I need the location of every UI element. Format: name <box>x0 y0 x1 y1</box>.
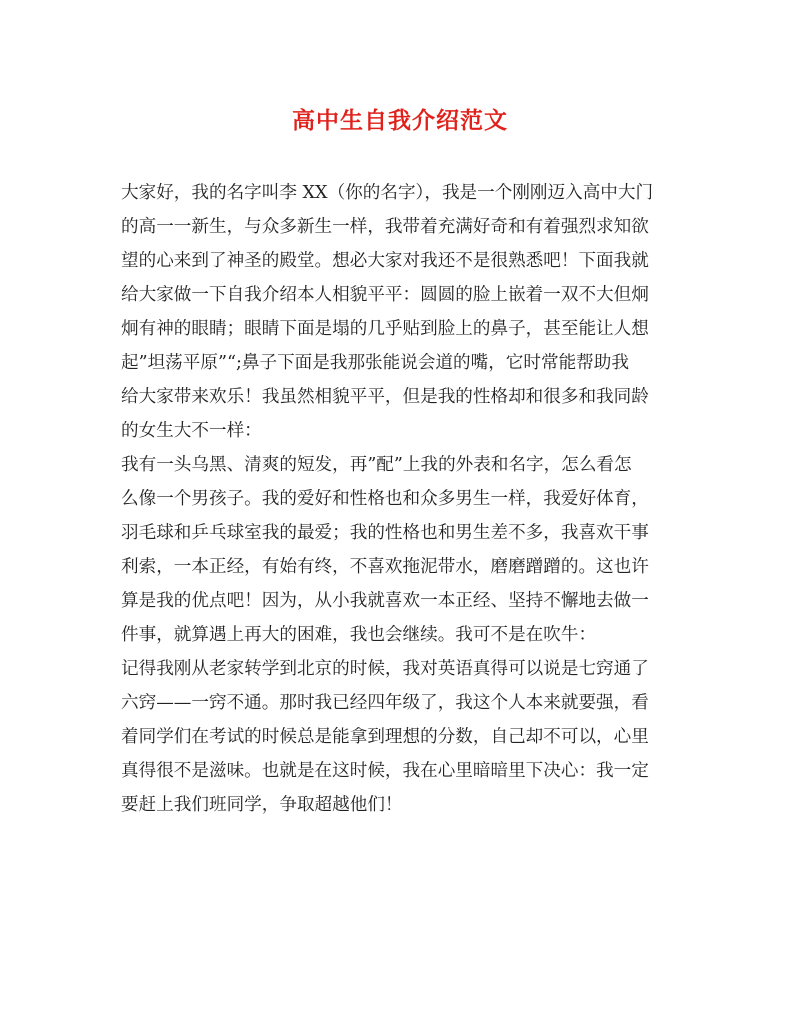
text-line: 羽毛球和乒乓球室我的最爱；我的性格也和男生差不多，我喜欢干事 <box>121 523 649 543</box>
text-line: 算是我的优点吧！因为，从小我就喜欢一本正经、坚持不懈地去做一 <box>121 591 649 611</box>
text-line: 真得很不是滋味。也就是在这时候，我在心里暗暗里下决心：我一定 <box>121 761 649 781</box>
text-line: 要赶上我们班同学，争取超越他们！ <box>121 795 403 815</box>
text-line: 么像一个男孩子。我的爱好和性格也和众多男生一样，我爱好体育， <box>121 489 649 509</box>
text-line: 着同学们在考试的时候总是能拿到理想的分数，自己却不可以，心里 <box>121 727 649 747</box>
document-title: 高中生自我介绍范文 <box>292 107 508 134</box>
text-line: 炯有神的眼睛；眼睛下面是塌的几乎贴到脸上的鼻子，甚至能让人想 <box>121 319 649 339</box>
text-line: 件事，就算遇上再大的困难，我也会继续。我可不是在吹牛： <box>121 625 597 645</box>
text-line: 望的心来到了神圣的殿堂。想必大家对我还不是很熟悉吧！下面我就 <box>121 251 649 271</box>
text-line: 我有一头乌黑、清爽的短发，再”配”上我的外表和名字，怎么看怎 <box>121 455 632 475</box>
text-line: 起”坦荡平原”“;鼻子下面是我那张能说会道的嘴，它时常能帮助我 <box>121 353 629 373</box>
text-line: 给大家做一下自我介绍本人相貌平平：圆圆的脸上嵌着一双不大但炯 <box>121 285 649 305</box>
text-line: 的女生大不一样： <box>121 421 262 441</box>
text-line: 的高一一新生，与众多新生一样，我带着充满好奇和有着强烈求知欲 <box>121 217 649 237</box>
text-line: 六窍——一窍不通。那时我已经四年级了，我这个人本来就要强，看 <box>121 693 649 713</box>
text-line: 大家好，我的名字叫李 XX（你的名字），我是一个刚刚迈入高中大门 <box>121 183 654 203</box>
document-body <box>121 176 679 822</box>
text-line: 记得我刚从老家转学到北京的时候，我对英语真得可以说是七窍通了 <box>121 659 649 679</box>
text-line: 给大家带来欢乐！我虽然相貌平平，但是我的性格却和很多和我同龄 <box>121 387 649 407</box>
text-line: 利索，一本正经，有始有终，不喜欢拖泥带水，磨磨蹭蹭的。这也许 <box>121 557 649 577</box>
